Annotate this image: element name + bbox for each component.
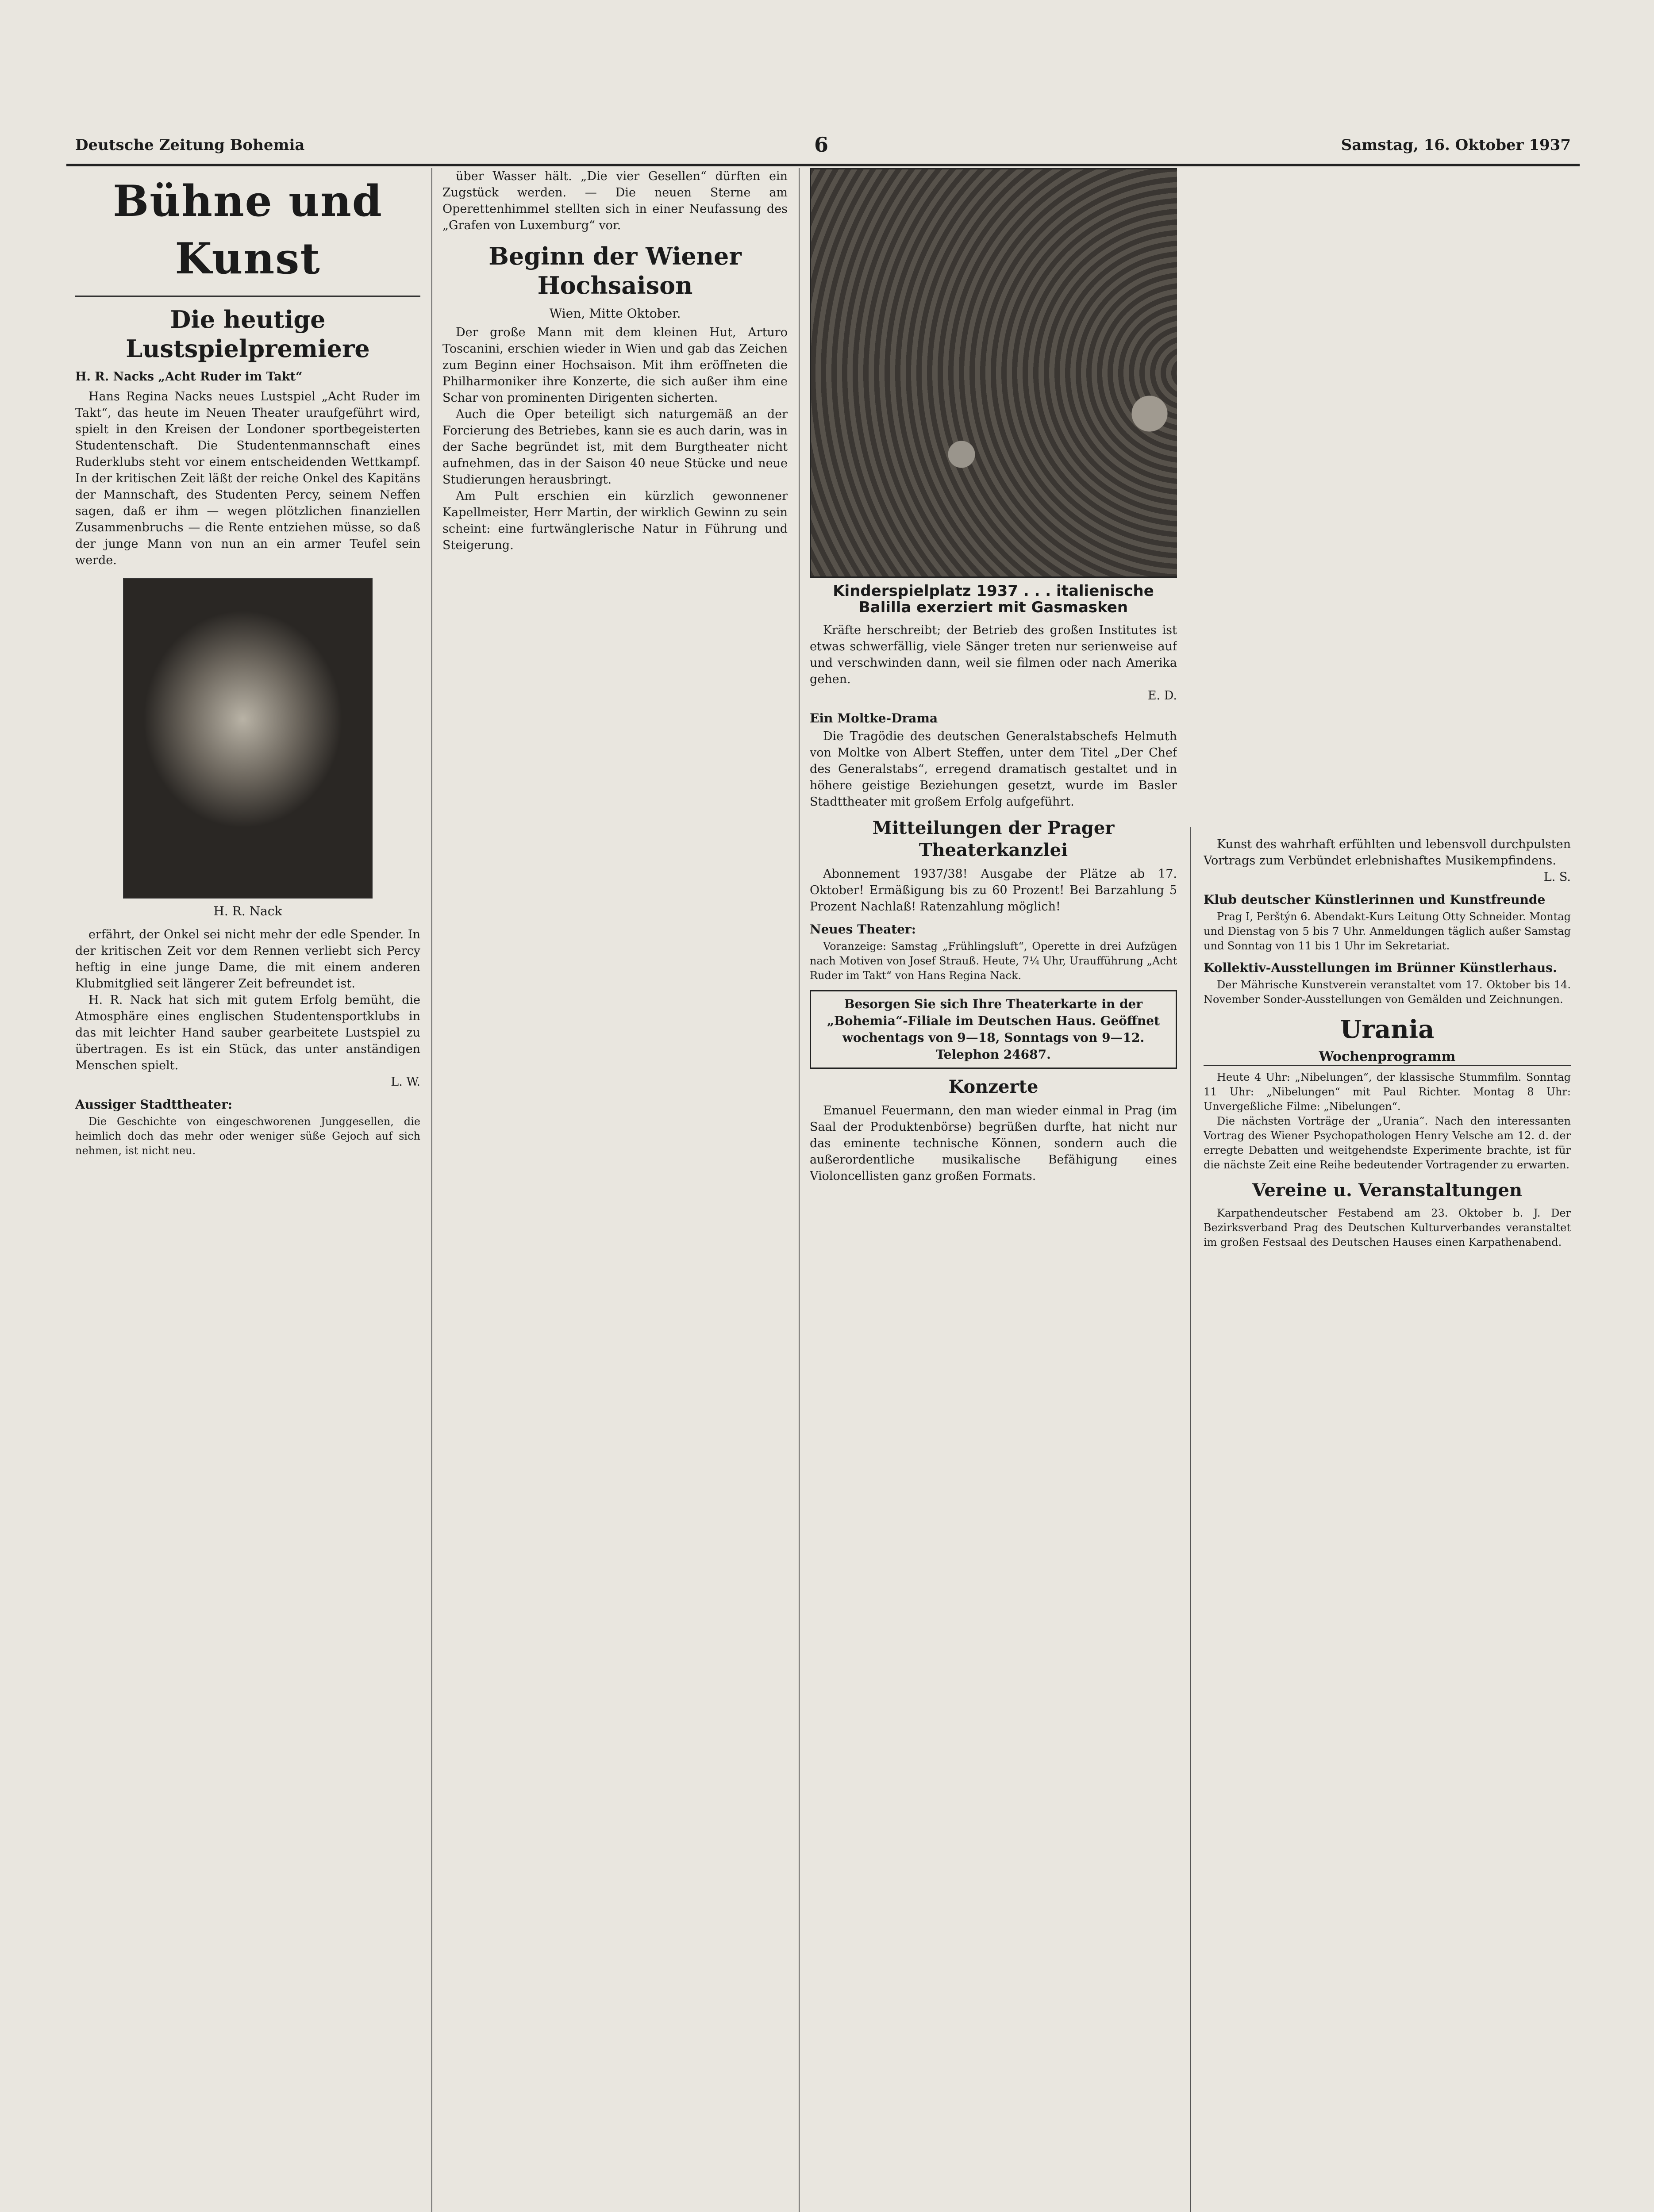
- column-rule: [799, 168, 800, 2212]
- article-paragraph: über Wasser hält. „Die vier Gesellen“ dürften ein Zugstück werden. — Die neuen Sterne am Operettenhimmel stellten sich in einer Neufassung des „Grafen von Luxemburg“ vor.: [442, 169, 788, 232]
- article-paragraph: Der Mährische Kunstverein veranstaltet vom 17. Oktober bis 14. November Sonder-Ausstellungen von Gemälden und Zeichnungen.: [1204, 979, 1571, 1006]
- article-signature: L. S.: [1543, 870, 1571, 884]
- article-paragraph: Die nächsten Vorträge der „Urania“. Nach den interessanten Vortrag des Wiener Psychopathologen Henry Velsche am 12. d. der erregte Debatten und weitgehendste Experimente brachte, ist für die nächste Zeit eine Reihe bedeutender Vortragender zu erwarten.: [1204, 1115, 1571, 1171]
- article-signature: E. D.: [1147, 689, 1177, 703]
- article-signature: L. W.: [391, 1075, 420, 1089]
- concerts-headline: Konzerte: [948, 1076, 1039, 1097]
- section-title: Bühne und Kunst: [75, 168, 420, 297]
- running-header: [66, 128, 1580, 166]
- article-subhead: Ein Moltke-Drama: [810, 711, 938, 726]
- issue-date: Samstag, 16. Oktober 1937: [1341, 136, 1571, 154]
- article-headline: Beginn der Wiener Hochsaison: [489, 242, 742, 300]
- article-paragraph: Am Pult erschien ein kürzlich gewonnener Kapellmeister, Herr Martin, der wirklich Gewinn zu sein scheint: eine furtwänglerische Natur in Führung und Steigerung.: [442, 489, 788, 552]
- ticket-notice: Besorgen Sie sich Ihre Theaterkarte in der „Bohemia“-Filiale im Deutschen Haus. Geöffnet wochentags von 9—18, Sonntags von 9—12. Telephon 24687.: [810, 990, 1177, 1069]
- article-dateline: Wien, Mitte Oktober.: [549, 306, 681, 321]
- article-paragraph: Karpathendeutscher Festabend am 23. Oktober b. J. Der Bezirksverband Prag des Deutschen Kulturverbandes veranstaltet im großen Festsaal des Deutschen Hauses einen Karpathenabend.: [1204, 1207, 1571, 1248]
- article-paragraph: Der große Mann mit dem kleinen Hut, Arturo Toscanini, erschien wieder in Wien und gab das Zeichen zum Beginn einer Hochsaison. Mit ihm eröffneten die Philharmoniker ihre Konzerte, die sich außer ihm eine Schar von prominenten Dirigenten sicherten.: [442, 326, 788, 405]
- newspaper-name: Deutsche Zeitung Bohemia: [75, 136, 305, 154]
- photo-caption: Kinderspielplatz 1937 . . . italienische Balilla exerziert mit Gasmasken: [833, 582, 1154, 616]
- news-photo: [810, 168, 1177, 578]
- article-subhead: Neues Theater:: [810, 922, 916, 937]
- urania-banner: Urania: [1340, 1015, 1435, 1044]
- column-4: [1204, 836, 1571, 2212]
- article-paragraph: Emanuel Feuermann, den man wieder einmal in Prag (im Saal der Produktenbörse) begrüßen durfte, hat nicht nur das eminente technische Können, sondern auch die außerordentliche musikalische Befähigung eines Violoncellisten ganz großen Formats.: [810, 1104, 1177, 1183]
- column-rule: [1190, 827, 1191, 2212]
- portrait-caption: H. R. Nack: [213, 904, 282, 918]
- article-paragraph: Heute 4 Uhr: „Nibelungen“, der klassische Stummfilm. Sonntag 11 Uhr: „Nibelungen“ mit Paul Richter. Montag 8 Uhr: Unvergeßliche Filme: „Nibelungen“.: [1204, 1071, 1571, 1113]
- urania-subbanner: Wochenprogramm: [1204, 1048, 1571, 1066]
- article-paragraph: Kunst des wahrhaft erfühlten und lebensvoll durchpulsten Vortrags zum Verbündet erlebnishaftes Musikempfindens.: [1204, 837, 1571, 868]
- column-1: [75, 168, 420, 2212]
- article-paragraph: H. R. Nack hat sich mit gutem Erfolg bemüht, die Atmosphäre eines englischen Studentensportklubs in das mit leichter Hand sauber gearbeitete Lustspiel zu übertragen. Es ist ein Stück, das unter anständigen Menschen spielt.: [75, 993, 420, 1072]
- article-subhead: Aussiger Stadttheater:: [75, 1097, 233, 1112]
- article-subhead: Klub deutscher Künstlerinnen und Kunstfreunde: [1204, 892, 1546, 907]
- article-headline: Die heutige Lustspielpremiere: [126, 305, 370, 363]
- author-portrait: [123, 578, 373, 899]
- column-rule: [431, 168, 432, 2212]
- article-paragraph: Hans Regina Nacks neues Lustspiel „Acht Ruder im Takt“, das heute im Neuen Theater uraufgeführt wird, spielt in den Kreisen der Londoner sportbegeisterten Studentenschaft. Die Studentenmannschaft eines Ruderklubs steht vor einem entscheidenden Wettkampf. In der kritischen Zeit läßt der reiche Onkel des Kapitäns der Mannschaft, des Studenten Percy, seinem Neffen sagen, daß er ihm — wegen plötzlichen finanziellen Zusammenbruchs — die Rente entziehen müsse, so daß der junge Mann von nun an ein armer Teufel sein werde.: [75, 390, 420, 567]
- article-byline: H. R. Nacks „Acht Ruder im Takt“: [75, 370, 303, 384]
- article-paragraph: Abonnement 1937/38! Ausgabe der Plätze ab 17. Oktober! Ermäßigung bis zu 60 Prozent! Bei Barzahlung 5 Prozent Nachlaß! Ratenzahlung möglich!: [810, 867, 1177, 914]
- article-paragraph: erfährt, der Onkel sei nicht mehr der edle Spender. In der kritischen Zeit vor dem Rennen verliebt sich Percy heftig in eine junge Dame, die mit einem anderen Klubmitglied seit längerer Zeit befreundet ist.: [75, 928, 420, 991]
- article-paragraph: Prag I, Perštýn 6. Abendakt-Kurs Leitung Otty Schneider. Montag und Dienstag von 5 bis 7 Uhr. Anmeldungen täglich außer Samstag und Sonntag von 11 bis 1 Uhr im Sekretariat.: [1204, 910, 1571, 952]
- article-paragraph: Auch die Oper beteiligt sich naturgemäß an der Forcierung des Betriebes, kann sie es auch darin, was in der Sache begründet ist, mit dem Burgtheater nicht aufnehmen, das in der Saison 40 neue Stücke und neue Studierungen herausbringt.: [442, 407, 788, 487]
- column-3: [810, 168, 1177, 2212]
- article-paragraph: Die Tragödie des deutschen Generalstabschefs Helmuth von Moltke von Albert Steffen, unter dem Titel „Der Chef des Generalstabs“, erregend dramatisch gestaltet und in höhere geistige Beziehungen gesetzt, wurde im Basler Stadttheater mit großem Erfolg aufgeführt.: [810, 730, 1177, 809]
- page-number: 6: [814, 133, 829, 157]
- section-banner: Mitteilungen der Prager Theaterkanzlei: [872, 818, 1115, 860]
- article-paragraph: Kräfte herschreibt; der Betrieb des großen Institutes ist etwas schwerfällig, viele Sänger treten nur serienweise auf und verschwinden dann, weil sie filmen oder nach Amerika gehen.: [810, 623, 1177, 686]
- events-banner: Vereine u. Veranstaltungen: [1252, 1180, 1523, 1201]
- newspaper-page: [66, 111, 1580, 2212]
- column-2: [442, 168, 788, 2212]
- article-subhead: Kollektiv-Ausstellungen im Brünner Künstlerhaus.: [1204, 960, 1557, 975]
- article-paragraph: Die Geschichte von eingeschworenen Junggesellen, die heimlich doch das mehr oder weniger süße Gejoch auf sich nehmen, ist nicht neu.: [75, 1115, 420, 1157]
- article-paragraph: Voranzeige: Samstag „Frühlingsluft“, Operette in drei Aufzügen nach Motiven von Josef Strauß. Heute, 7¼ Uhr, Uraufführung „Acht Ruder im Takt“ von Hans Regina Nack.: [810, 940, 1177, 982]
